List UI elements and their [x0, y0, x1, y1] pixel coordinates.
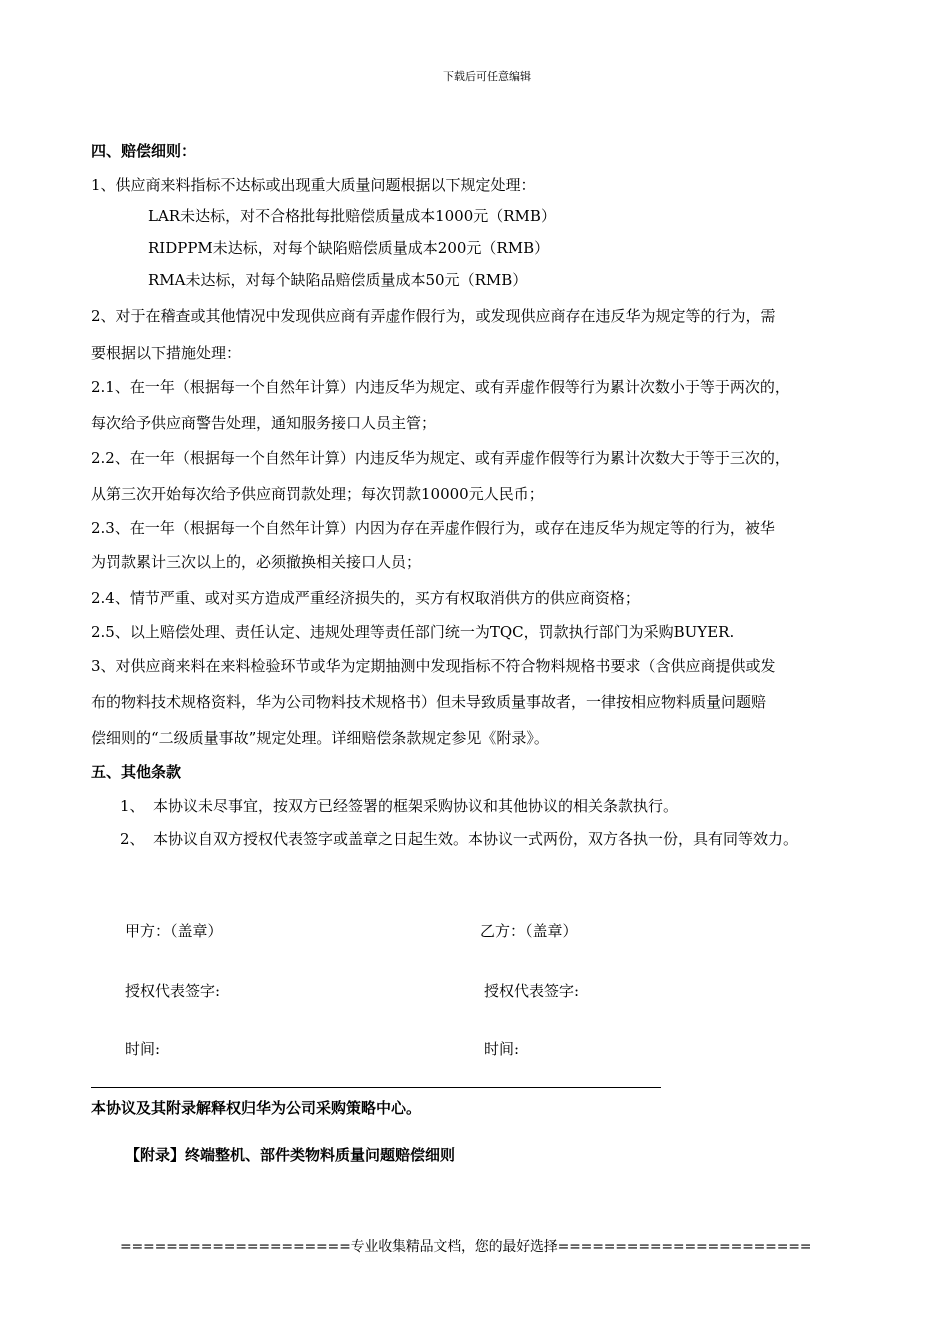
clause-2-5: 2.5、以上赔偿处理、责任认定、违规处理等责任部门统一为TQC，罚款执行部门为采购BUYER.: [91, 623, 735, 641]
other-clause-1-num: 1、: [120, 797, 145, 815]
clause-2-4: 2.4、情节严重、或对买方造成严重经济损失的，买方有权取消供方的供应商资格；: [91, 589, 640, 607]
header-note: 下载后可任意编辑: [443, 70, 531, 83]
footer-banner: ====================专业收集精品文档，您的最好选择======================: [120, 1239, 812, 1255]
clause-1-rma: RMA未达标，对每个缺陷品赔偿质量成本50元（RMB）: [148, 271, 528, 289]
section-5-title: 五、其他条款: [91, 763, 182, 781]
clause-2-2-line-1: 2.2、在一年（根据每一个自然年计算）内违反华为规定、或有弄虚作假等行为累计次数大于等于三次的，: [91, 449, 790, 467]
clause-2-3-line-1: 2.3、在一年（根据每一个自然年计算）内因为存在弄虚作假行为，或存在违反华为规定等的行为，被华: [91, 519, 775, 537]
other-clause-2-text: 本协议自双方授权代表签字或盖章之日起生效。本协议一式两份，双方各执一份，具有同等效力。: [153, 830, 799, 848]
section-4-title: 四、赔偿细则：: [91, 142, 197, 160]
signature-divider: [91, 1087, 661, 1088]
clause-3-line-2: 布的物料技术规格资料，华为公司物料技术规格书）但未导致质量事故者，一律按相应物料质量问题赔: [91, 693, 767, 711]
clause-2-line-2: 要根据以下措施处理：: [91, 344, 242, 362]
clause-3-line-3: 偿细则的“二级质量事故”规定处理。详细赔偿条款规定参见《附录》。: [91, 729, 549, 747]
party-b-label: 乙方：（盖章）: [480, 922, 578, 940]
clause-2-1-line-1: 2.1、在一年（根据每一个自然年计算）内违反华为规定、或有弄虚作假等行为累计次数小于等于两次的，: [91, 378, 790, 396]
clause-2-line-1: 2、对于在稽查或其他情况中发现供应商有弄虚作假行为，或发现供应商存在违反华为规定等的行为，需: [91, 307, 776, 325]
other-clause-1-text: 本协议未尽事宜，按双方已经签署的框架采购协议和其他协议的相关条款执行。: [153, 797, 679, 815]
party-b-time-label: 时间:: [484, 1040, 520, 1058]
clause-2-2-line-2: 从第三次开始每次给予供应商罚款处理；每次罚款10000元人民币；: [91, 485, 544, 503]
party-a-time-label: 时间:: [125, 1040, 161, 1058]
clause-1-ridppm: RIDPPM未达标，对每个缺陷赔偿质量成本200元（RMB）: [148, 239, 550, 257]
other-clause-2-num: 2、: [120, 830, 145, 848]
clause-1: 1、供应商来料指标不达标或出现重大质量问题根据以下规定处理：: [91, 176, 536, 194]
party-a-label: 甲方：（盖章）: [125, 922, 223, 940]
clause-3-line-1: 3、对供应商来料在来料检验环节或华为定期抽测中发现指标不符合物料规格书要求（含供应商提供或发: [91, 657, 776, 675]
clause-1-lar: LAR未达标，对不合格批每批赔偿质量成本1000元（RMB）: [148, 207, 556, 225]
interpretation-note: 本协议及其附录解释权归华为公司采购策略中心。: [91, 1099, 422, 1117]
party-b-rep-label: 授权代表签字:: [484, 982, 580, 1000]
clause-2-3-line-2: 为罚款累计三次以上的，必须撤换相关接口人员；: [91, 553, 422, 571]
party-a-rep-label: 授权代表签字:: [125, 982, 221, 1000]
clause-2-1-line-2: 每次给予供应商警告处理，通知服务接口人员主管；: [91, 414, 437, 432]
appendix-title: 【附录】终端整机、部件类物料质量问题赔偿细则: [125, 1146, 456, 1164]
